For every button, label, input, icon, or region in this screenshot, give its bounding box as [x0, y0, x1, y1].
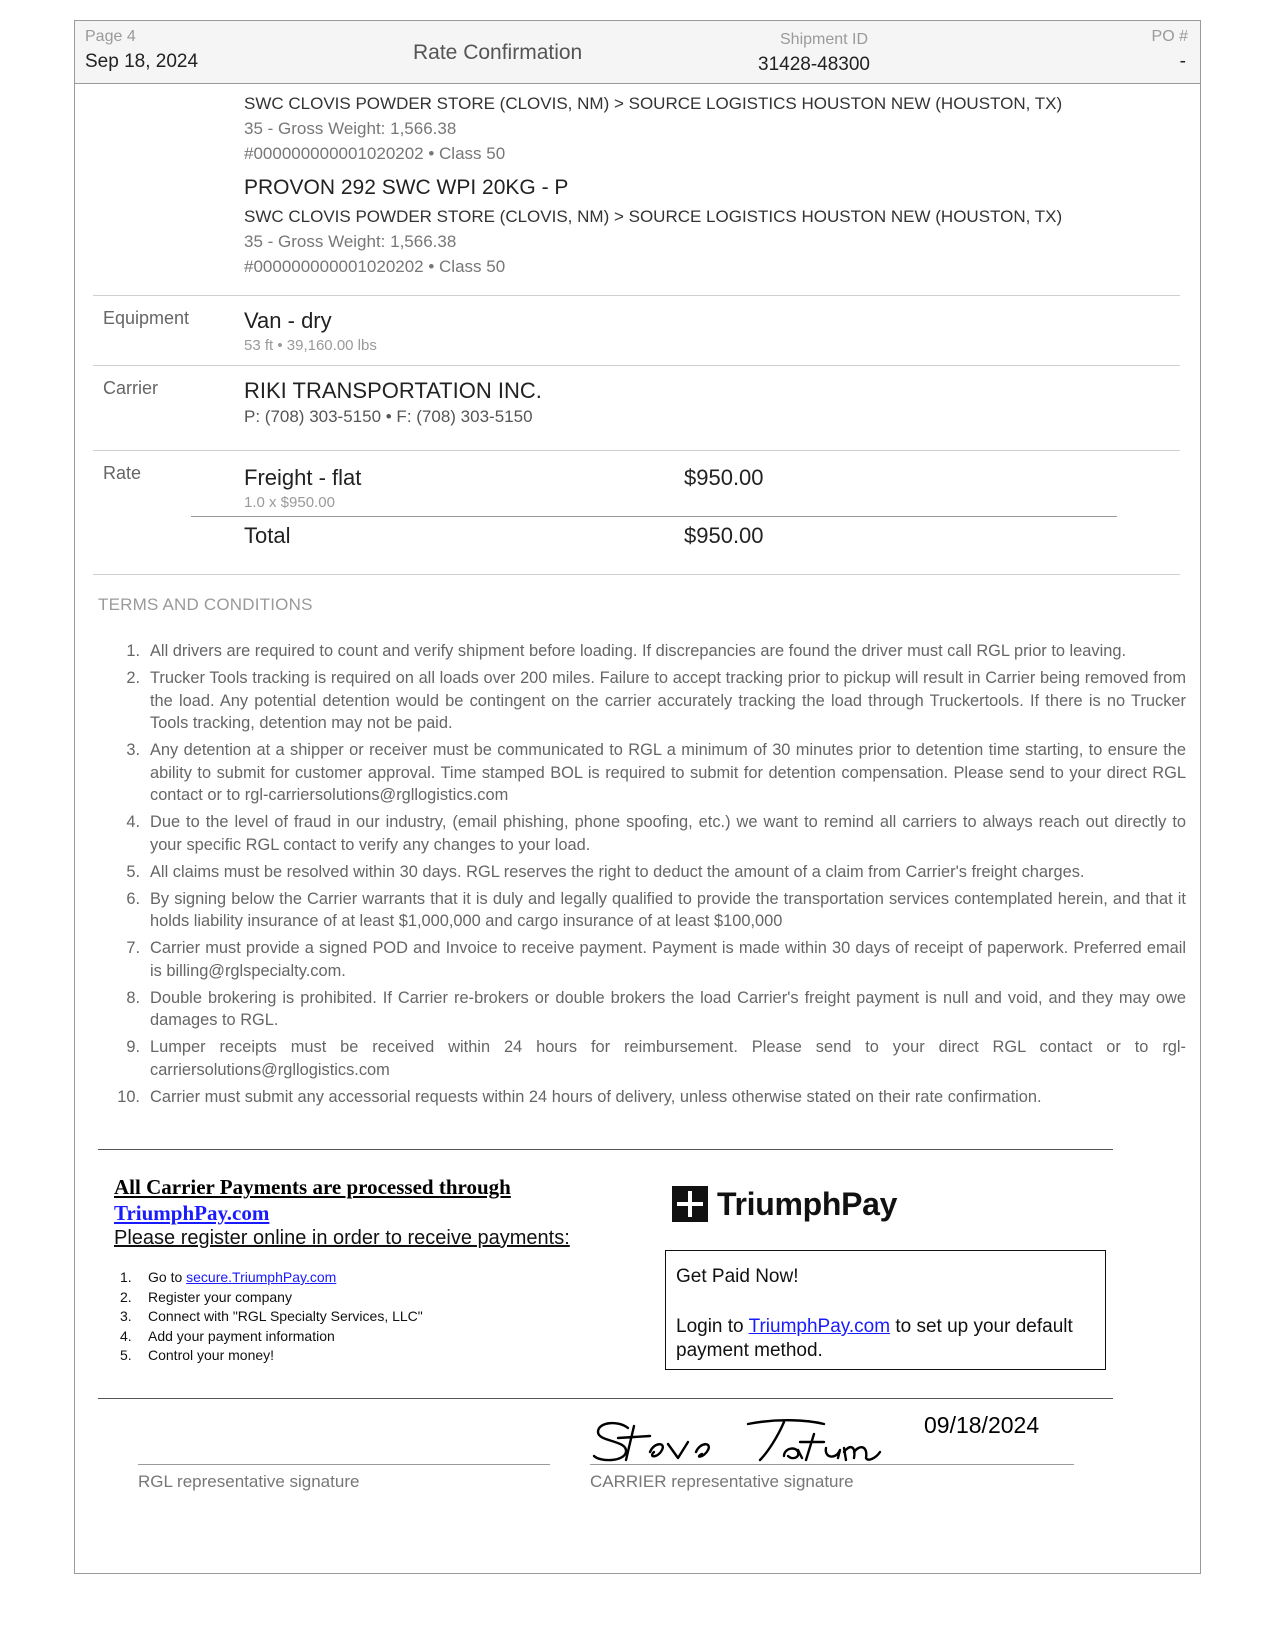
get-paid-box [665, 1250, 1106, 1370]
po-label: PO # [1151, 28, 1188, 45]
rate-line-amount: $950.00 [684, 465, 764, 490]
term-item: 7. Carrier must provide a signed POD and Invoice to receive payment. Payment is made within 30 days of receipt of paperwork. Preferred email is billing@rglspecialty.com. [126, 939, 1186, 980]
shipment-id-label: Shipment ID [780, 31, 869, 48]
document-title: Rate Confirmation [413, 41, 583, 64]
item-reference: #000000000001020202 • Class 50 [244, 144, 506, 163]
term-item: 3. Any detention at a shipper or receiver must be communicated to RGL a minimum of 30 minutes prior to detention time starting, to ensure the ability to submit for customer approval. Time stamped BOL is required to submit for detention compensation. Please send to your direct RGL contact or to rgl-carriersolutions@rgllogistics.com [126, 741, 1186, 804]
divider [93, 295, 1180, 296]
rate-divider [191, 516, 1117, 517]
equipment-details: 53 ft • 39,160.00 lbs [244, 337, 377, 354]
term-item: 8. Double brokering is prohibited. If Carrier re-brokers or double brokers the load Carrier's freight payment is null and void, and they may owe damages to RGL. [126, 988, 1186, 1029]
triumphpay-heading-link[interactable]: TriumphPay.com [114, 1201, 270, 1225]
item-weight: 35 - Gross Weight: 1,566.38 [244, 232, 457, 251]
term-item: 6. By signing below the Carrier warrants that it is duly and legally qualified to provide the transportation services contemplated herein, and that it holds liability insurance of at least $1,000,000 and cargo insurance of at least $100,000 [126, 889, 1186, 930]
payments-heading: All Carrier Payments are processed through [114, 1175, 511, 1199]
carrier-phones: P: (708) 303-5150 • F: (708) 303-5150 [244, 407, 533, 426]
item-route: SWC CLOVIS POWDER STORE (CLOVIS, NM) > SOURCE LOGISTICS HOUSTON NEW (HOUSTON, TX) [244, 207, 1063, 226]
divider [93, 450, 1180, 451]
shipment-id: 31428-48300 [758, 54, 870, 75]
page-header [75, 21, 1200, 84]
rate-line-calc: 1.0 x $950.00 [244, 494, 335, 511]
carrier-signature-label: CARRIER representative signature [590, 1472, 854, 1491]
item-reference: #000000000001020202 • Class 50 [244, 257, 506, 276]
carrier-signature-image [588, 1412, 888, 1468]
terms-list [106, 640, 1186, 1113]
payments-subheading: Please register online in order to receive payments: [114, 1227, 570, 1249]
payment-step: 3. Connect with "RGL Specialty Services, LLC" [120, 1308, 423, 1324]
item-route: SWC CLOVIS POWDER STORE (CLOVIS, NM) > SOURCE LOGISTICS HOUSTON NEW (HOUSTON, TX) [244, 94, 1063, 113]
divider [93, 574, 1180, 575]
term-item: 9. Lumper receipts must be received within 24 hours for reimbursement. Please send to your direct RGL contact or to rgl-carriersolutions@rgllogistics.com [126, 1038, 1186, 1079]
payment-step: 2. Register your company [120, 1288, 292, 1305]
term-item: 4. Due to the level of fraud in our industry, (email phishing, phone spoofing, etc.) we want to remind all carriers to always reach out directly to your specific RGL contact to verify any changes to your load. [126, 813, 1186, 854]
rate-total-label: Total [244, 523, 291, 548]
page-number: Page 4 [85, 28, 136, 45]
po-value: - [1179, 51, 1186, 72]
section-divider [98, 1398, 1113, 1399]
triumphpay-logo-icon [672, 1186, 708, 1222]
payment-step: 1. Go to secure.TriumphPay.com [120, 1269, 337, 1285]
carrier-name: RIKI TRANSPORTATION INC. [244, 378, 542, 403]
get-paid-title: Get Paid Now! [676, 1266, 799, 1287]
document-date: Sep 18, 2024 [85, 51, 199, 72]
signature-date: 09/18/2024 [924, 1412, 1040, 1438]
section-divider [98, 1149, 1113, 1150]
rate-line-name: Freight - flat [244, 465, 362, 490]
carrier-label: Carrier [103, 378, 159, 398]
divider [93, 365, 1180, 366]
payment-step: 5. Control your money! [120, 1347, 275, 1363]
term-item: 10. Carrier must submit any accessorial requests within 24 hours of delivery, unless otherwise stated on their rate confirmation. [117, 1087, 1042, 1106]
terms-title: TERMS AND CONDITIONS [98, 595, 313, 614]
rate-total-amount: $950.00 [684, 523, 764, 548]
triumphpay-logo [672, 1186, 897, 1222]
triumphpay-login-link[interactable]: TriumphPay.com [748, 1316, 891, 1337]
item-weight: 35 - Gross Weight: 1,566.38 [244, 119, 457, 138]
payment-step: 4. Add your payment information [120, 1327, 335, 1344]
carrier-signature-line [590, 1464, 1074, 1465]
term-item: 1. All drivers are required to count and verify shipment before loading. If discrepancies are found the driver must call RGL prior to leaving. [126, 642, 1127, 660]
rgl-signature-label: RGL representative signature [138, 1472, 360, 1491]
item-title: PROVON 292 SWC WPI 20KG - P [244, 176, 569, 199]
get-paid-text: Login to TriumphPay.com to set up your default payment method. [676, 1316, 1073, 1361]
term-item: 2. Trucker Tools tracking is required on all loads over 200 miles. Failure to accept tracking prior to pickup will result in Carrier being removed from the load. Any potential detention would be contingent on the carrier accurately tracking the load through Truckertools. If there is no Trucker Tools tracking, detention may not be paid. [126, 669, 1186, 732]
payment-steps [120, 1268, 423, 1366]
rate-label: Rate [103, 463, 142, 483]
rgl-signature-line [138, 1464, 550, 1465]
equipment-label: Equipment [103, 308, 190, 328]
secure-triumphpay-link[interactable]: secure.TriumphPay.com [186, 1269, 337, 1285]
triumphpay-logo-text: TriumphPay [717, 1185, 898, 1222]
term-item: 5. All claims must be resolved within 30 days. RGL reserves the right to deduct the amount of a claim from Carrier's freight charges. [126, 862, 1085, 881]
equipment-type: Van - dry [244, 308, 332, 333]
